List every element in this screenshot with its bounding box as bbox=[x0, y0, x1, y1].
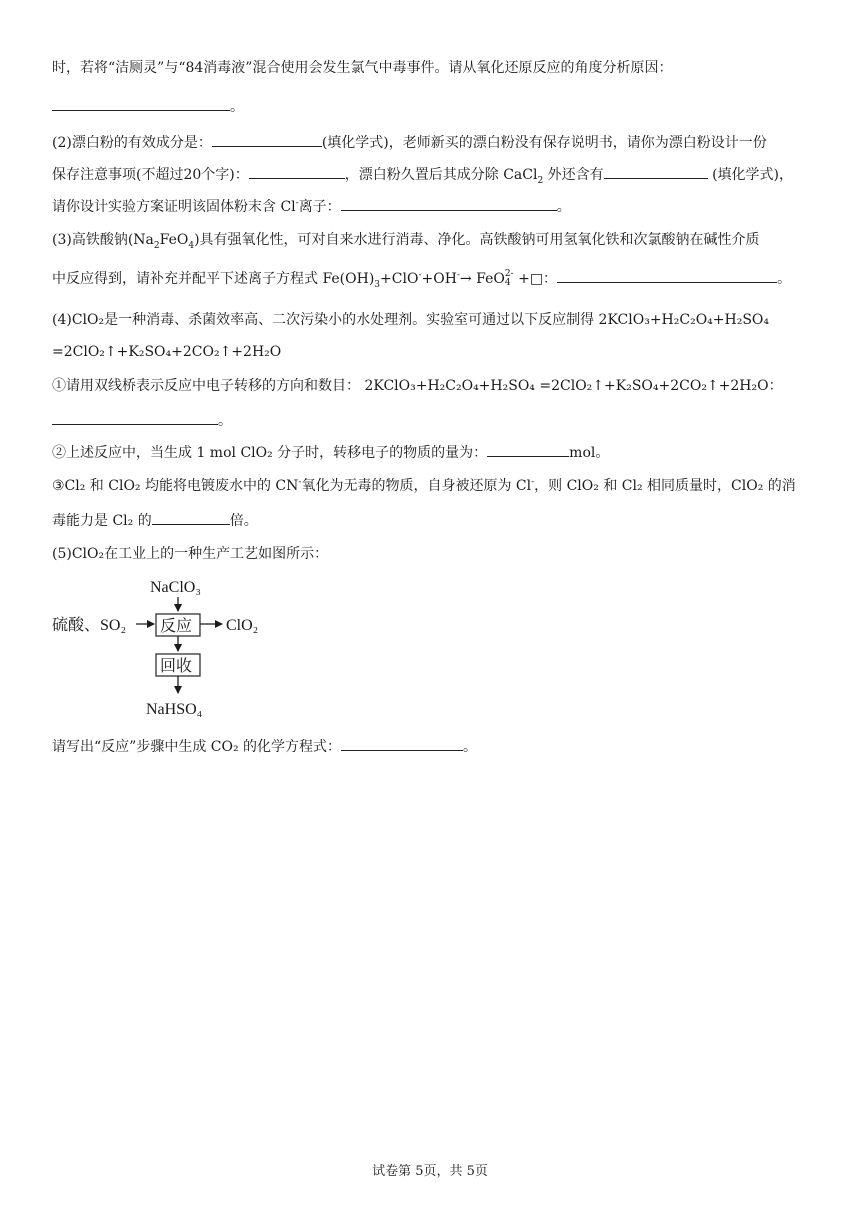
answer-line-1: 。 bbox=[52, 96, 244, 117]
q2-line-1: (2)漂白粉的有效成分是： (填化学式)，老师新买的漂白粉没有保存说明书，请你为漂白粉设计一份 bbox=[52, 132, 767, 153]
answer-blank[interactable] bbox=[249, 164, 345, 179]
q5-question: 请写出“反应”步骤中生成 CO₂ 的化学方程式： 。 bbox=[52, 736, 477, 757]
q4-sub1-answer: 。 bbox=[52, 410, 232, 431]
q2-line-2: 保存注意事项(不超过20个字)： ，漂白粉久置后其成分除 CaCl$_2$ 外还含有 (填化学式)， bbox=[52, 164, 793, 185]
reaction-label: 反应 bbox=[160, 618, 193, 635]
q4-sub1: ①请用双线桥表示反应中电子转移的方向和数目： 2KClO₃+H₂C₂O₄+H₂SO₄ =2ClO₂↑+K₂SO₄+2CO₂↑+2H₂O： bbox=[52, 378, 783, 394]
q2-line-3: 请你设计实验方案证明该固体粉末含 Cl-离子： 。 bbox=[52, 196, 571, 217]
process-flow-diagram bbox=[52, 574, 312, 724]
answer-blank[interactable] bbox=[152, 510, 230, 525]
answer-blank[interactable] bbox=[52, 96, 230, 111]
q4-sub2: ②上述反应中，当生成 1 mol ClO₂ 分子时，转移电子的物质的量为： mol。 bbox=[52, 442, 609, 463]
input-acid-so2-label: 硫酸、SO₂ bbox=[52, 617, 127, 634]
input-naclo3-label: NaClO₃ bbox=[150, 579, 201, 596]
recovery-label: 回收 bbox=[160, 658, 193, 675]
q4-line-1: (4)ClO₂是一种消毒、杀菌效率高、二次污染小的水处理剂。实验室可通过以下反应制得 2KClO₃+H₂C₂O₄+H₂SO₄ bbox=[52, 312, 770, 328]
q3-line-2: 中反应得到，请补充并配平下述离子方程式 $Fe(OH)_3+ClO^-+OH^-\to FeO2-$ 4 +□： 。 bbox=[52, 269, 792, 290]
answer-blank[interactable] bbox=[604, 164, 708, 179]
q4-sub3-line1: ③Cl₂ 和 ClO₂ 均能将电镀废水中的 CN-氧化为无毒的物质，自身被还原为 Cl-，则 ClO₂ 和 Cl₂ 相同质量时，ClO₂ 的消 bbox=[52, 477, 796, 494]
q3-line-1: (3)高铁酸钠$(Na_2FeO_4)$具有强氧化性，可对自来水进行消毒、净化。高铁酸钠可用氢氧化铁和次氯酸钠在碱性介质 bbox=[52, 232, 760, 251]
q4-sub3-line2: 毒能力是 Cl₂ 的 倍。 bbox=[52, 510, 258, 531]
answer-blank[interactable] bbox=[52, 410, 218, 425]
answer-blank[interactable] bbox=[341, 736, 463, 751]
output-clo2-label: ClO₂ bbox=[226, 617, 259, 634]
q5-intro: (5)ClO₂在工业上的一种生产工艺如图所示： bbox=[52, 546, 329, 562]
q4-line-2: =2ClO₂↑+K₂SO₄+2CO₂↑+2H₂O bbox=[52, 344, 282, 360]
answer-blank[interactable] bbox=[487, 442, 569, 457]
answer-blank[interactable] bbox=[557, 268, 777, 283]
page-footer: 试卷第 5页，共 5页 bbox=[372, 1164, 488, 1179]
question-intro-line: 时，若将“洁厕灵”与“84消毒液”混合使用会发生氯气中毒事件。请从氧化还原反应的角度分析原因： bbox=[52, 60, 673, 76]
answer-blank[interactable] bbox=[212, 132, 322, 147]
output-nahso4-label: NaHSO₄ bbox=[146, 701, 203, 718]
answer-blank[interactable] bbox=[341, 196, 557, 211]
